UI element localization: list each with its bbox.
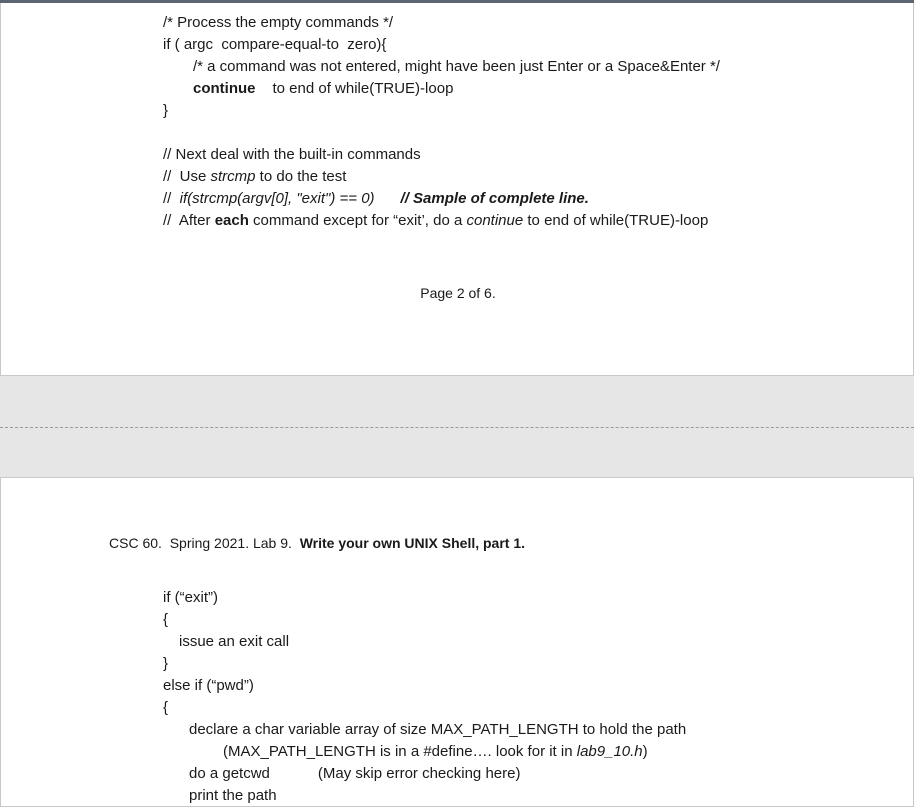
code-declare-array: declare a char variable array of size MAX_PATH_LENGTH to hold the path: [189, 721, 687, 738]
document-page-3: [0, 477, 914, 807]
comment-builtin-commands: // Next deal with the built-in commands: [163, 146, 421, 163]
keyword-continue: continue: [193, 80, 256, 97]
emphasis-continue: continue: [466, 212, 524, 229]
comment-sample-line: // if(strcmp(argv[0], "exit") == 0) // Sample of complete line.: [163, 190, 589, 207]
strcmp-term: strcmp: [210, 168, 256, 185]
continue-description: to end of while(TRUE)-loop: [272, 80, 454, 97]
code-open-brace-1: {: [163, 611, 169, 628]
code-continue-line: [193, 79, 453, 99]
code-getcwd: do a getcwd (May skip error checking here): [189, 765, 521, 782]
comment-process-empty: /* Process the empty commands */: [163, 14, 394, 31]
comment-command-not-entered: /* a command was not entered, might have been just Enter or a Space&Enter */: [193, 58, 720, 75]
sample-strcmp-code: if(strcmp(argv[0], "exit") == 0): [179, 190, 375, 207]
code-issue-exit: issue an exit call: [179, 633, 290, 650]
document-page-2: [0, 3, 914, 376]
code-close-brace: }: [163, 102, 169, 119]
code-if-exit: if (“exit”): [163, 589, 218, 606]
sample-complete-line-note: // Sample of complete line.: [400, 190, 589, 207]
lab-title: Write your own UNIX Shell, part 1.: [299, 535, 526, 551]
comment-after-each-command: // After each command except for “exit’, do a continue to end of while(TRUE)-loop: [163, 212, 709, 229]
course-info: CSC 60. Spring 2021. Lab 9.: [109, 535, 300, 551]
code-if-argc: if ( argc compare-equal-to zero){: [163, 36, 387, 53]
page-number-footer: Page 2 of 6.: [420, 285, 496, 301]
getcwd-note: (May skip error checking here): [317, 765, 521, 782]
code-max-path-note: (MAX_PATH_LENGTH is in a #define…. look for it in lab9_10.h): [223, 743, 648, 760]
code-close-brace-1: }: [163, 655, 169, 672]
header-filename: lab9_10.h: [576, 743, 643, 760]
code-else-if-pwd: else if (“pwd”): [163, 677, 254, 694]
page-break-divider: [0, 427, 914, 428]
code-print-path: print the path: [189, 787, 277, 804]
code-open-brace-2: {: [163, 699, 169, 716]
emphasis-each: each: [214, 212, 249, 229]
page-header: [109, 533, 525, 553]
comment-use-strcmp: // Use strcmp to do the test: [163, 168, 347, 185]
